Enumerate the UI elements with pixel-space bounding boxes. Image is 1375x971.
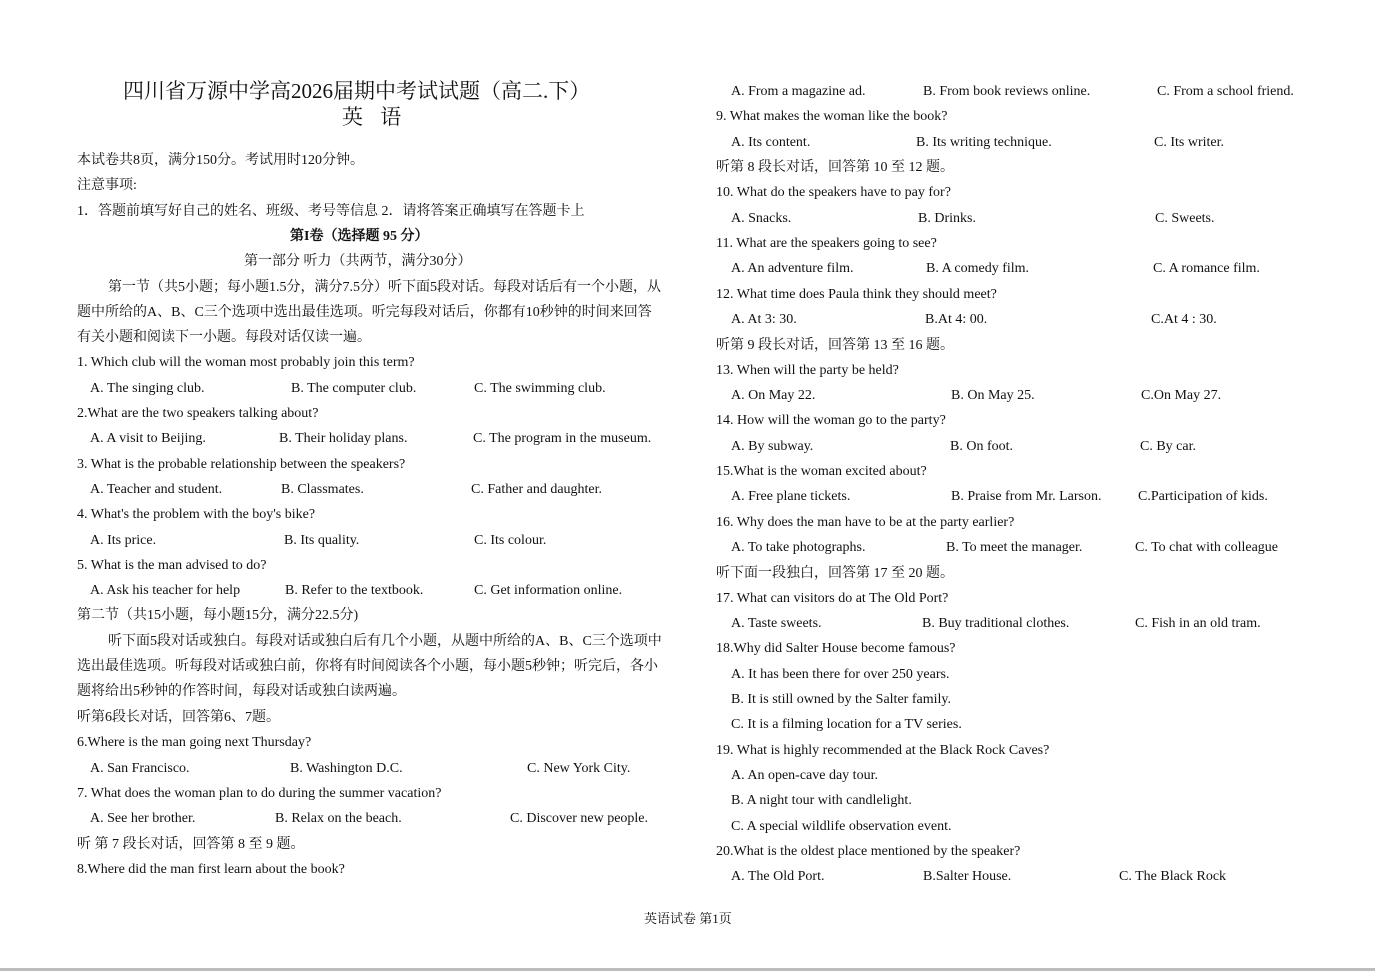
- option: C. It is a filming location for a TV series.: [731, 717, 962, 732]
- option: B. Refer to the textbook.: [285, 583, 424, 598]
- option: C. A romance film.: [1153, 261, 1260, 276]
- option: A. Taste sweets.: [731, 616, 822, 631]
- notice-label: 注意事项:: [77, 178, 137, 193]
- option: B. Drinks.: [918, 211, 976, 226]
- option: C. Its colour.: [474, 533, 547, 548]
- option: B. Its writing technique.: [916, 135, 1052, 150]
- option: C. Get information online.: [474, 583, 623, 598]
- dialogue-heading: 听 第 7 段长对话，回答第 8 至 9 题。: [77, 837, 305, 852]
- option: C. Discover new people.: [510, 811, 649, 826]
- dialogue-heading: 听第 9 段长对话，回答第 13 至 16 题。: [716, 338, 954, 353]
- option: B. On foot.: [950, 439, 1013, 454]
- question-20: 20.What is the oldest place mentioned by the speaker?: [716, 844, 1021, 859]
- option: C.At 4 : 30.: [1151, 312, 1217, 327]
- exam-info: 本试卷共8页，满分150分。考试用时120分钟。: [77, 153, 364, 168]
- option: A. From a magazine ad.: [731, 84, 866, 99]
- option: C. Fish in an old tram.: [1135, 616, 1261, 631]
- option: B.At 4: 00.: [925, 312, 988, 327]
- question-1: 1. Which club will the woman most probably join this term?: [77, 355, 415, 370]
- option: A. Teacher and student.: [90, 482, 223, 497]
- option: B. Washington D.C.: [290, 761, 403, 776]
- question-13: 13. When will the party be held?: [716, 363, 899, 378]
- option: A. An open-cave day tour.: [731, 768, 878, 783]
- option: A. Its content.: [731, 135, 811, 150]
- option: B. Classmates.: [281, 482, 364, 497]
- option: B. From book reviews online.: [923, 84, 1091, 99]
- volume-heading: 第I卷（选择题 95 分）: [290, 229, 429, 244]
- option: C. The swimming club.: [474, 381, 606, 396]
- option: A. It has been there for over 250 years.: [731, 667, 950, 682]
- section2-heading: 第二节（共15小题，每小题15分，满分22.5分): [77, 608, 359, 623]
- option: A. Free plane tickets.: [731, 489, 851, 504]
- question-2: 2.What are the two speakers talking about?: [77, 406, 319, 421]
- section1-instructions: 第一节（共5小题；每小题1.5分，满分7.5分）听下面5段对话。每段对话后有一个小题，从题中所给的A、B、C三个选项中选出最佳选项。听完每段对话后，你都有10秒钟的时间来回答有关小题和阅读下一小题。每段对话仅读一遍。: [77, 280, 661, 346]
- question-15: 15.What is the woman excited about?: [716, 464, 927, 479]
- option: A. To take photographs.: [731, 540, 866, 555]
- question-11: 11. What are the speakers going to see?: [716, 236, 937, 251]
- option: B. It is still owned by the Salter family.: [731, 692, 951, 707]
- option: B. Their holiday plans.: [279, 431, 408, 446]
- option: C. By car.: [1140, 439, 1196, 454]
- question-3: 3. What is the probable relationship between the speakers?: [77, 457, 406, 472]
- question-19: 19. What is highly recommended at the Black Rock Caves?: [716, 743, 1050, 758]
- question-16: 16. Why does the man have to be at the party earlier?: [716, 515, 1015, 530]
- question-4: 4. What's the problem with the boy's bike?: [77, 507, 316, 522]
- option: C. Sweets.: [1155, 211, 1215, 226]
- option: B. Relax on the beach.: [275, 811, 402, 826]
- option: B. To meet the manager.: [946, 540, 1083, 555]
- option: B. Its quality.: [284, 533, 360, 548]
- option: B. Praise from Mr. Larson.: [951, 489, 1102, 504]
- question-7: 7. What does the woman plan to do during the summer vacation?: [77, 786, 442, 801]
- option: A. Snacks.: [731, 211, 792, 226]
- option: A. San Francisco.: [90, 761, 190, 776]
- option: A. By subway.: [731, 439, 814, 454]
- option: A. The Old Port.: [731, 869, 825, 884]
- option: A. The singing club.: [90, 381, 205, 396]
- exam-title: 四川省万源中学高2026届期中考试试题（高二.下）: [123, 79, 591, 103]
- option: A. An adventure film.: [731, 261, 854, 276]
- option: A. See her brother.: [90, 811, 196, 826]
- question-17: 17. What can visitors do at The Old Port?: [716, 591, 949, 606]
- question-14: 14. How will the woman go to the party?: [716, 413, 946, 428]
- question-10: 10. What do the speakers have to pay for?: [716, 185, 951, 200]
- option: C. To chat with colleague: [1135, 540, 1279, 555]
- option: C.On May 27.: [1141, 388, 1222, 403]
- dialogue-heading: 听第 8 段长对话，回答第 10 至 12 题。: [716, 160, 954, 175]
- option: A. Its price.: [90, 533, 157, 548]
- option: B. The computer club.: [291, 381, 417, 396]
- option: A. On May 22.: [731, 388, 816, 403]
- option: C. Its writer.: [1154, 135, 1224, 150]
- page-footer: 英语试卷 第1页: [644, 911, 732, 926]
- question-5: 5. What is the man advised to do?: [77, 558, 267, 573]
- option: B. A night tour with candlelight.: [731, 793, 912, 808]
- option: A. A visit to Beijing.: [90, 431, 206, 446]
- option: C. The Black Rock: [1119, 869, 1227, 884]
- option: C. Father and daughter.: [471, 482, 603, 497]
- option: A. Ask his teacher for help: [90, 583, 241, 598]
- option: C. The program in the museum.: [473, 431, 652, 446]
- question-18: 18.Why did Salter House become famous?: [716, 641, 956, 656]
- question-8: 8.Where did the man first learn about the book?: [77, 862, 345, 877]
- monologue-heading: 听下面一段独白，回答第 17 至 20 题。: [716, 566, 954, 581]
- question-12: 12. What time does Paula think they should meet?: [716, 287, 997, 302]
- dialogue-heading: 听第6段长对话，回答第6、7题。: [77, 710, 280, 725]
- option: B. Buy traditional clothes.: [922, 616, 1070, 631]
- option: B. A comedy film.: [926, 261, 1030, 276]
- option: B. On May 25.: [951, 388, 1035, 403]
- option: C. A special wildlife observation event.: [731, 819, 952, 834]
- option: C. New York City.: [527, 761, 631, 776]
- part-heading: 第一部分 听力（共两节，满分30分）: [244, 254, 472, 269]
- question-6: 6.Where is the man going next Thursday?: [77, 735, 312, 750]
- subject-title: 英 语: [342, 105, 408, 129]
- notice-item: 1．答题前填写好自己的姓名、班级、考号等信息 2．请将答案正确填写在答题卡上: [77, 204, 585, 219]
- option: C.Participation of kids.: [1138, 489, 1268, 504]
- option: A. At 3: 30.: [731, 312, 797, 327]
- question-9: 9. What makes the woman like the book?: [716, 109, 948, 124]
- option: C. From a school friend.: [1157, 84, 1294, 99]
- option: B.Salter House.: [923, 869, 1012, 884]
- section2-instructions: 听下面5段对话或独白。每段对话或独白后有几个小题，从题中所给的A、B、C三个选项中选出最佳选项。听每段对话或独白前，你将有时间阅读各个小题，每小题5秒钟；听完后，各小题将给出5秒钟的作答时间，每段对话或独白读两遍。: [77, 634, 662, 700]
